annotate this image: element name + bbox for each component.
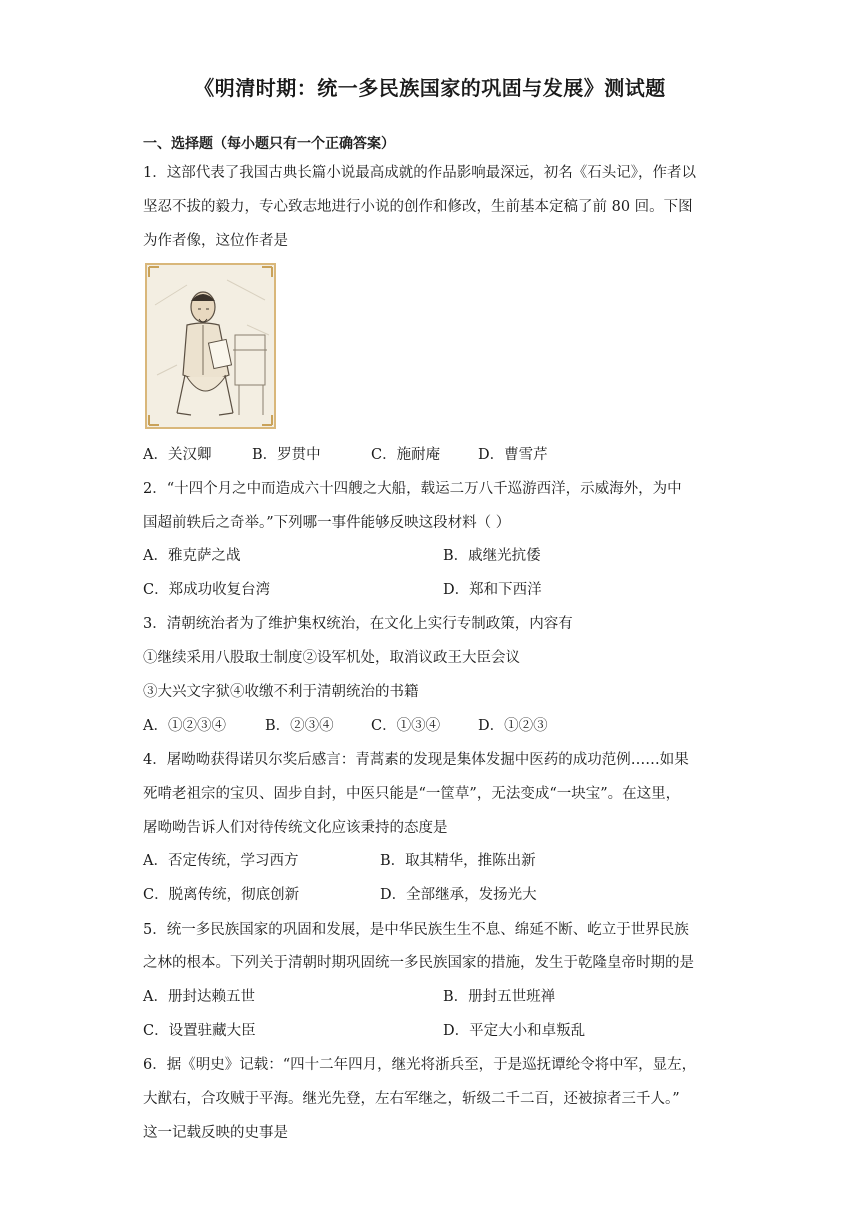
q2-option-c: C．郑成功收复台湾 <box>143 582 271 598</box>
q3-line-3: ③大兴文字狱④收缴不利于清朝统治的书籍 <box>143 684 419 700</box>
q3-line-2: ①继续采用八股取士制度②设军机处，取消议政王大臣会议 <box>143 650 520 666</box>
q5-option-a: A．册封达赖五世 <box>143 989 255 1005</box>
q3-option-d: D．①②③ <box>478 718 548 734</box>
page-title: 《明清时期：统一多民族国家的巩固与发展》测试题 <box>194 76 666 100</box>
section-heading: 一、选择题（每小题只有一个正确答案） <box>143 136 395 152</box>
q4-line-2: 死啃老祖宗的宝贝、固步自封，中医只能是“一筐草”，无法变成“一块宝”。在这里， <box>143 786 681 802</box>
q5-line-1: 5．统一多民族国家的巩固和发展，是中华民族生生不息、绵延不断、屹立于世界民族 <box>143 922 689 938</box>
q4-line-1: 4．屠呦呦获得诺贝尔奖后感言：青蒿素的发现是集体发掘中医药的成功范例……如果 <box>143 752 689 768</box>
q3-option-a: A．①②③④ <box>143 718 226 734</box>
q3-option-b: B．②③④ <box>265 718 334 734</box>
q6-line-1: 6．据《明史》记载：“四十二年四月，继光将浙兵至，于是巡抚谭纶令将中军，显左， <box>143 1057 697 1073</box>
q2-line-1: 2．“十四个月之中而造成六十四艘之大船，载运二万八千巡游西洋，示威海外，为中 <box>143 481 682 497</box>
q5-option-b: B．册封五世班禅 <box>443 989 556 1005</box>
q5-option-c: C．设置驻藏大臣 <box>143 1023 256 1039</box>
q5-option-d: D．平定大小和卓叛乱 <box>443 1023 586 1039</box>
q3-option-c: C．①③④ <box>371 718 441 734</box>
q4-option-a: A．否定传统，学习西方 <box>143 853 299 869</box>
portrait-of-author-image <box>147 265 274 427</box>
q1-option-c: C．施耐庵 <box>371 447 441 463</box>
q2-line-2: 国超前轶后之奇举。”下列哪一事件能够反映这段材料（ ） <box>143 515 511 531</box>
q1-line-1: 1．这部代表了我国古典长篇小说最高成就的作品影响最深远，初名《石头记》，作者以 <box>143 165 696 181</box>
q6-line-3: 这一记载反映的史事是 <box>143 1125 288 1141</box>
q1-option-a: A．关汉卿 <box>143 447 212 463</box>
q2-option-a: A．雅克萨之战 <box>143 548 241 564</box>
q4-option-d: D．全部继承，发扬光大 <box>380 887 537 903</box>
q2-option-d: D．郑和下西洋 <box>443 582 542 598</box>
q5-line-2: 之林的根本。下列关于清朝时期巩固统一多民族国家的措施，发生于乾隆皇帝时期的是 <box>143 955 694 971</box>
q3-line-1: 3．清朝统治者为了维护集权统治，在文化上实行专制政策，内容有 <box>143 616 573 632</box>
author-portrait-image <box>145 263 276 429</box>
q2-option-b: B．戚继光抗倭 <box>443 548 541 564</box>
q4-option-c: C．脱离传统，彻底创新 <box>143 887 300 903</box>
q1-option-d: D．曹雪芹 <box>478 447 548 463</box>
q1-option-b: B．罗贯中 <box>252 447 321 463</box>
q6-line-2: 大猷右，合攻贼于平海。继光先登，左右军继之，斩级二千二百，还被掠者三千人。” <box>143 1091 680 1107</box>
q1-line-3: 为作者像，这位作者是 <box>143 233 288 249</box>
q4-option-b: B．取其精华，推陈出新 <box>380 853 536 869</box>
q4-line-3: 屠呦呦告诉人们对待传统文化应该秉持的态度是 <box>143 820 448 836</box>
q1-line-2: 坚忍不拔的毅力，专心致志地进行小说的创作和修改，生前基本定稿了前 80 回。下图 <box>143 199 693 215</box>
